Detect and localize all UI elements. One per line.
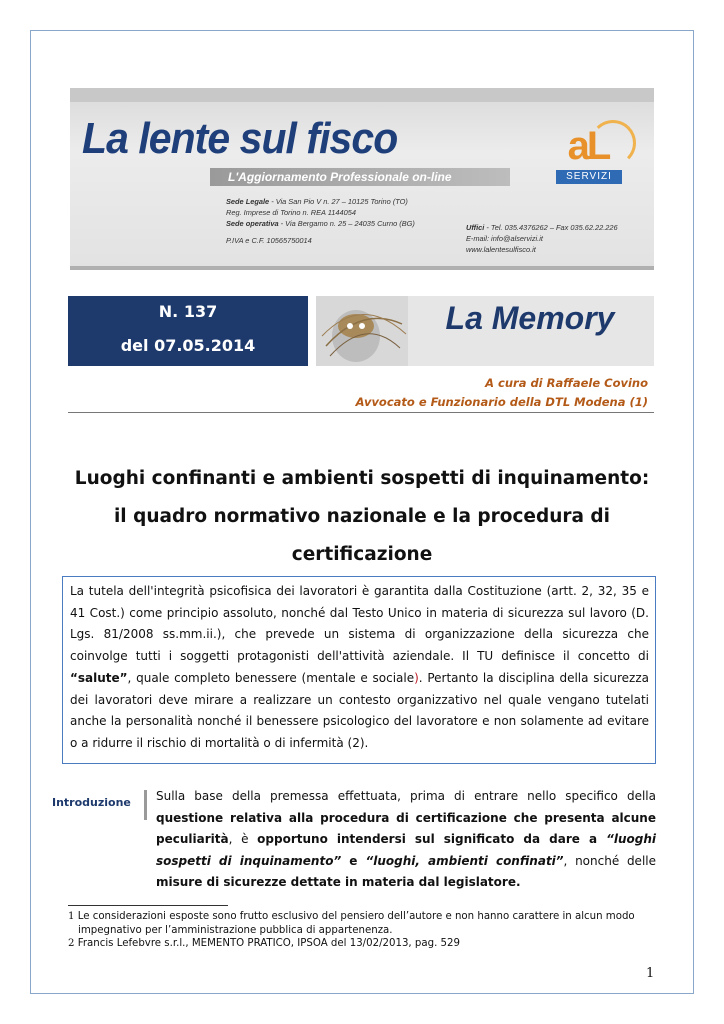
contact-block: [466, 222, 618, 255]
article-title: [60, 460, 664, 574]
logo-mark: aL: [567, 124, 609, 168]
intro-bold-italic-2: “luoghi, ambienti confinati”: [365, 853, 564, 868]
intro-bold-italic-1: “luoghi sospetti di inquinamento”: [156, 832, 656, 868]
company-address-block: [226, 196, 415, 246]
intro-bold-3: e: [341, 853, 366, 868]
intro-text-1: Sulla base della premessa effettuata, prima di entrare nello specifico della: [156, 789, 656, 803]
footnote-2-number: 2: [68, 938, 75, 949]
logo-subtitle: SERVIZI: [556, 170, 622, 184]
article-title-line3: certificazione: [291, 544, 433, 565]
alservizi-logo: [542, 118, 634, 186]
footnotes: [68, 910, 658, 951]
sede-legale: - Via San Pio V n. 27 – 10125 Torino (TO): [269, 197, 408, 206]
abstract-box: [62, 576, 656, 764]
footnote-rule: [68, 905, 228, 906]
abstract-text-3: . Pertanto la disciplina della sicurezza dei lavoratori deve mirare a realizzare un contesto organizzativo nel quale vengano tutelati anche la personalità nonché il benessere psicologico del lavoratore e non solamente ad evitare o a ridurre il rischio di mortalità o di infermità (2).: [70, 670, 649, 750]
banner-subtitle: L'Aggiornamento Professionale on-line: [210, 168, 510, 186]
footnote-1-number: 1: [68, 911, 75, 922]
abstract-red-paren: ): [414, 670, 419, 685]
registro-imprese: Reg. Imprese di Torino n. REA 1144054: [226, 208, 356, 217]
abstract-salute: “salute”: [70, 670, 128, 685]
intro-text-2: , è: [228, 832, 258, 847]
section-rule: [144, 790, 147, 820]
uffici-label: Uffici: [466, 223, 485, 232]
author-name: A cura di Raffaele Covino: [485, 376, 648, 390]
sede-operativa: - Via Bergamo n. 25 – 24035 Curno (BG): [278, 219, 415, 228]
page-number: 1: [646, 966, 655, 981]
footnote-2-text: Francis Lefebvre s.r.l., MEMENTO PRATICO, IPSOA del 13/02/2013, pag. 529: [74, 938, 461, 949]
footnote-1: [68, 910, 658, 924]
issue-date: del 07.05.2014: [120, 336, 256, 355]
intro-text-3: , nonché delle: [563, 853, 656, 868]
footnote-1-text: Le considerazioni esposte sono frutto esclusivo del pensiero dell’autore e non hanno carattere in alcun modo: [74, 911, 635, 922]
footnote-1-continuation: impegnativo per l’amministrazione pubblica di appartenenza.: [78, 924, 393, 936]
section-label-introduzione: Introduzione: [52, 796, 131, 809]
intro-paragraph: [156, 786, 656, 894]
sede-legale-label: Sede Legale: [226, 197, 270, 206]
banner-bottom-rule: [70, 266, 654, 270]
abstract-text-2: , quale completo benessere (mentale e sociale: [127, 670, 415, 685]
author-block: [356, 374, 648, 412]
header-banner: [70, 88, 654, 270]
intro-bold-4: misure di sicurezze dettate in materia dal legislatore.: [156, 875, 521, 890]
memory-head-illustration: [316, 296, 408, 366]
piva: P.IVA e C.F. 10565750014: [226, 236, 312, 245]
series-title: La Memory: [445, 300, 615, 336]
website-link[interactable]: www.lalentesulfisco.it: [466, 245, 536, 254]
article-title-line1: Luoghi confinanti e ambienti sospetti di inquinamento:: [74, 468, 650, 489]
uffici-phone: - Tel. 035.4376262 – Fax 035.62.22.226: [484, 223, 618, 232]
footnote-2: [68, 937, 658, 951]
header-rule: [68, 412, 654, 413]
email-link[interactable]: E-mail: info@alservizi.it: [466, 234, 543, 243]
banner-title: La lente sul fisco: [82, 114, 398, 163]
intro-bold-2: opportuno intendersi sul significato da dare a: [257, 832, 607, 847]
issue-box: [68, 296, 308, 366]
author-role: Avvocato e Funzionario della DTL Modena (1): [355, 395, 648, 409]
banner-top-stripe: [70, 88, 654, 102]
article-title-line2: il quadro normativo nazionale e la procedura di: [113, 506, 611, 527]
abstract-text-1: La tutela dell'integrità psicofisica dei lavoratori è garantita dalla Costituzione (artt. 2, 32, 35 e 41 Cost.) come principio assoluto, nonché dal Testo Unico in materia di sicurezza sul lavoro (D. Lgs. 81/2008 ss.mm.ii.), che prevede un sistema di organizzazione della sicurezza che coinvolge tutti i soggetti protagonisti dell'attività aziendale. Il TU definisce il concetto di: [70, 584, 649, 664]
issue-number: N. 137: [158, 302, 218, 321]
sede-operativa-label: Sede operativa: [226, 219, 279, 228]
intro-bold-1: questione relativa alla procedura di certificazione che presenta alcune peculiarità: [156, 810, 656, 847]
